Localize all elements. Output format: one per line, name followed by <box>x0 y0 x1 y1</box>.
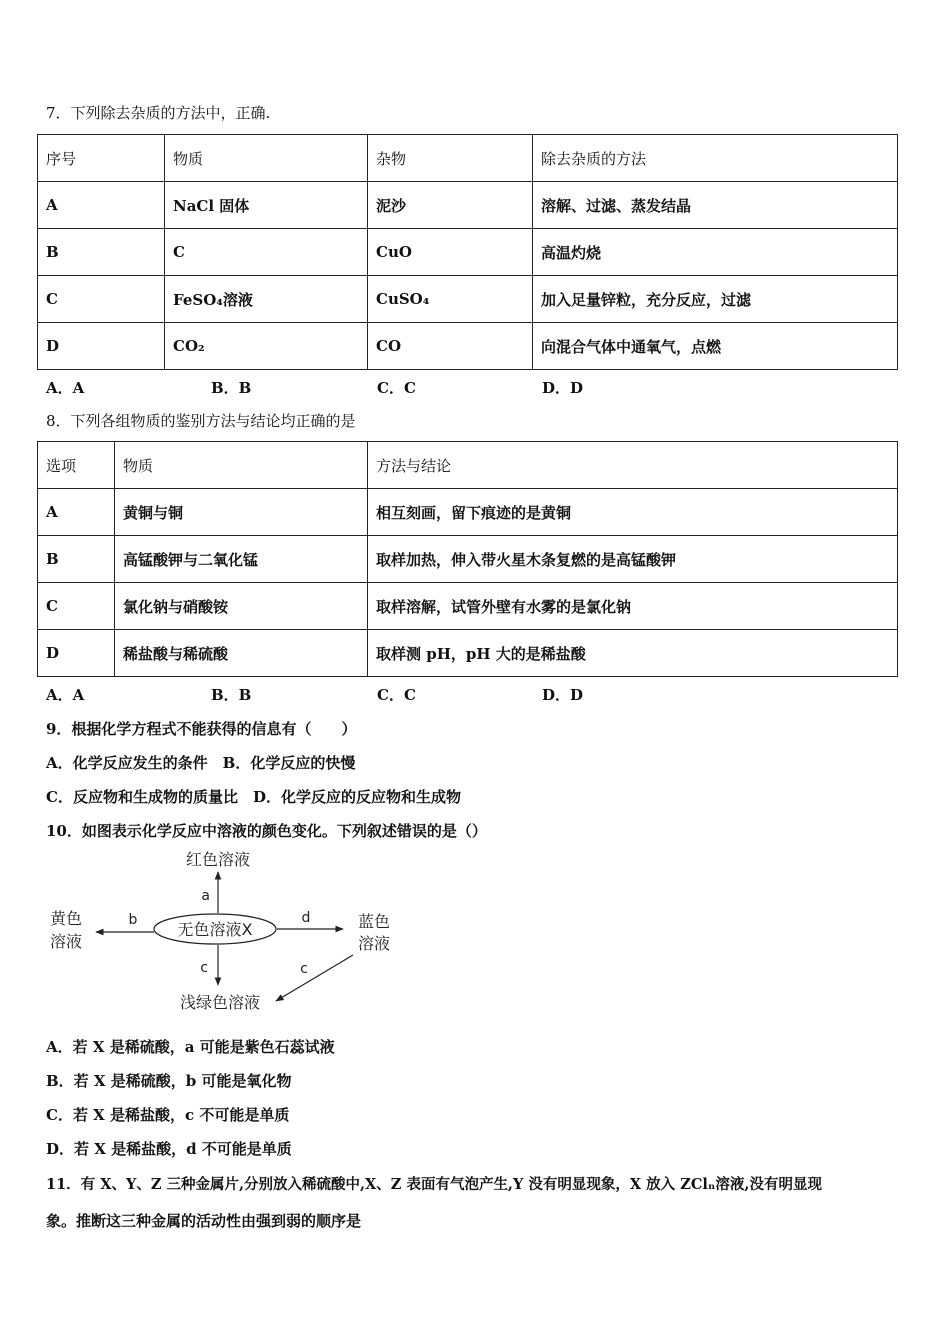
q9-options-line2: C．反应物和生成物的质量比 D．化学反应的反应物和生成物 <box>46 788 461 806</box>
arrow-label-c-center: c <box>200 960 208 976</box>
bottom-label: 浅绿色溶液 <box>179 993 261 1012</box>
option-b: B．B <box>211 379 252 397</box>
q7-stem: 7．下列除去杂质的方法中，正确. <box>46 104 271 122</box>
header-cell: 选项 <box>38 442 115 489</box>
q10-option-a: A．若 X 是稀硫酸，a 可能是紫色石蕊试液 <box>46 1038 335 1056</box>
left-label-line2: 溶液 <box>49 932 83 951</box>
option-a: A．A <box>46 379 85 397</box>
table-cell: 取样测 pH，pH 大的是稀盐酸 <box>368 630 898 677</box>
table-cell: B <box>38 536 115 583</box>
q9-options-line1: A．化学反应发生的条件 B．化学反应的快慢 <box>46 754 356 772</box>
table-cell: 取样溶解，试管外壁有水雾的是氯化钠 <box>368 583 898 630</box>
q9-stem: 9．根据化学方程式不能获得的信息有（ ） <box>46 720 357 738</box>
table-cell: CO <box>368 323 533 370</box>
table-cell: CuSO₄ <box>368 276 533 323</box>
table-cell: 高锰酸钾与二氧化锰 <box>115 536 368 583</box>
q10-option-b: B．若 X 是稀硫酸，b 可能是氧化物 <box>46 1072 292 1090</box>
table-row <box>38 323 898 370</box>
table-cell: 溶解、过滤、蒸发结晶 <box>533 182 898 229</box>
table-row <box>38 630 898 677</box>
header-cell: 物质 <box>165 135 368 182</box>
color-change-diagram <box>40 845 410 1020</box>
table-header-row <box>38 135 898 182</box>
table-row <box>38 489 898 536</box>
q10-option-d: D．若 X 是稀盐酸，d 不可能是单质 <box>46 1140 292 1158</box>
table-cell: D <box>38 323 165 370</box>
table-cell: A <box>38 182 165 229</box>
right-label-line2: 溶液 <box>357 934 391 953</box>
table-cell: CO₂ <box>165 323 368 370</box>
q10-stem: 10．如图表示化学反应中溶液的颜色变化。下列叙述错误的是（） <box>46 822 487 840</box>
option-c: C．C <box>377 379 416 397</box>
table-row <box>38 536 898 583</box>
table-cell: A <box>38 489 115 536</box>
option-d: D．D <box>542 379 584 397</box>
q8-table <box>37 441 898 677</box>
table-cell: B <box>38 229 165 276</box>
q11-line2: 象。推断这三种金属的活动性由强到弱的顺序是 <box>46 1212 362 1230</box>
table-header-row <box>38 442 898 489</box>
table-row <box>38 182 898 229</box>
table-cell: NaCl 固体 <box>165 182 368 229</box>
table-cell: 加入足量锌粒，充分反应，过滤 <box>533 276 898 323</box>
top-label: 红色溶液 <box>185 850 251 869</box>
q11-line1: 11．有 X、Y、Z 三种金属片,分别放入稀硫酸中,X、Z 表面有气泡产生,Y 没有明显现象，X 放入 ZClₙ溶液,没有明显现 <box>46 1176 822 1193</box>
arrow-label-c-right: c <box>300 961 308 977</box>
table-cell: CuO <box>368 229 533 276</box>
table-cell: 相互刻画，留下痕迹的是黄铜 <box>368 489 898 536</box>
option-b: B．B <box>211 686 252 704</box>
header-cell: 序号 <box>38 135 165 182</box>
table-cell: 高温灼烧 <box>533 229 898 276</box>
arrow-label-a: a <box>201 888 210 904</box>
right-label-line1: 蓝色 <box>357 912 391 931</box>
table-cell: C <box>38 583 115 630</box>
q7-table <box>37 134 898 370</box>
table-cell: 氯化钠与硝酸铵 <box>115 583 368 630</box>
table-row <box>38 229 898 276</box>
table-cell: 黄铜与铜 <box>115 489 368 536</box>
header-cell: 杂物 <box>368 135 533 182</box>
table-cell: FeSO₄溶液 <box>165 276 368 323</box>
left-label-line1: 黄色 <box>49 909 83 928</box>
arrow-label-b: b <box>128 912 138 928</box>
table-cell: D <box>38 630 115 677</box>
header-cell: 方法与结论 <box>368 442 898 489</box>
q10-option-c: C．若 X 是稀盐酸，c 不可能是单质 <box>46 1106 290 1124</box>
option-d: D．D <box>542 686 584 704</box>
option-c: C．C <box>377 686 416 704</box>
table-cell: C <box>165 229 368 276</box>
table-cell: 泥沙 <box>368 182 533 229</box>
table-cell: 向混合气体中通氧气，点燃 <box>533 323 898 370</box>
header-cell: 物质 <box>115 442 368 489</box>
table-row <box>38 583 898 630</box>
table-cell: C <box>38 276 165 323</box>
center-label: 无色溶液X <box>177 920 253 939</box>
table-row <box>38 276 898 323</box>
table-cell: 取样加热，伸入带火星木条复燃的是高锰酸钾 <box>368 536 898 583</box>
arrow-label-d: d <box>301 910 311 926</box>
header-cell: 除去杂质的方法 <box>533 135 898 182</box>
table-cell: 稀盐酸与稀硫酸 <box>115 630 368 677</box>
option-a: A．A <box>46 686 85 704</box>
q8-stem: 8．下列各组物质的鉴别方法与结论均正确的是 <box>46 412 356 430</box>
arrow-c-right <box>276 955 353 1001</box>
